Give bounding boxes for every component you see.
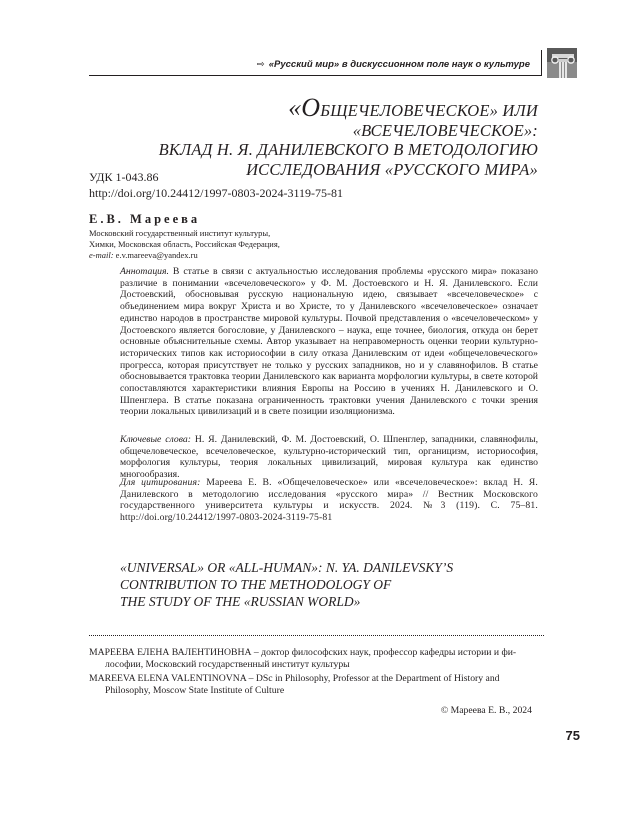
copyright: © Мареева Е. В., 2024 <box>440 705 532 716</box>
english-title-line-1: «UNIVERSAL» OR «ALL-HUMAN»: N. YA. DANILEVSKY’S <box>120 560 454 575</box>
keywords <box>120 434 538 481</box>
bio-ru-line-1 <box>89 647 537 659</box>
udk: УДК 1-043.86 <box>89 170 159 184</box>
header-rule-vertical <box>541 50 542 76</box>
bio-en-line-2: Philosophy, Moscow State Institute of Culture <box>105 685 285 697</box>
column-capital-logo-icon <box>547 48 577 78</box>
bio-ru-name: МАРЕЕВА ЕЛЕНА ВАЛЕНТИНОВНА <box>89 647 252 658</box>
author-email: e.v.mareeva@yandex.ru <box>115 250 198 260</box>
title-line-2: ВКЛАД Н. Я. ДАНИЛЕВСКОГО В МЕТОДОЛОГИЮ <box>158 140 538 159</box>
citation <box>120 477 538 524</box>
title-line-3: ИССЛЕДОВАНИЯ «РУССКОГО МИРА» <box>246 159 538 179</box>
affiliation-line-1: Московский государственный институт культуры, <box>89 228 271 238</box>
bio-en-line-1 <box>89 673 537 685</box>
author-bio-en <box>89 673 537 697</box>
citation-label: Для цитирования: <box>120 477 201 488</box>
arrow-icon: ⇨ <box>256 59 265 70</box>
abstract <box>120 266 538 418</box>
english-title <box>120 559 500 610</box>
author-bio-ru <box>89 647 537 671</box>
bio-en-name: MAREEVA ELENA VALENTINOVNA <box>89 673 247 684</box>
bio-en-text-1: – DSc in Philosophy, Professor at the Department of History and <box>246 673 500 684</box>
running-header <box>120 59 530 70</box>
author-name: Е.В. Мареева <box>89 212 201 226</box>
citation-text: Мареева Е. В. «Общечеловеческое» или «всечеловеческое»: вклад Н. Я. Данилевского в методологию исследования «русского мира» // Вестник Московского государственного университета культуры и искусств. 2024. №3 (119). С. 75–81. http://doi.org/10.24412/1997-0803-2024-3119-75-81 <box>120 477 538 524</box>
doi: http://doi.org/10.24412/1997-0803-2024-3119-75-81 <box>89 186 343 200</box>
keywords-text: Н. Я. Данилевский, Ф. М. Достоевский, О. Шпенглер, западники, славянофилы, общечеловеческое, всечеловеческое, культурно-исторический тип, органицизм, историософия, морфология культуры, теория локальных цивилизаций, мировая культура как единство многообразия. <box>120 434 539 481</box>
title-initial: «О <box>288 93 321 122</box>
english-title-line-2: CONTRIBUTION TO THE METHODOLOGY OF <box>120 577 392 592</box>
author-affiliation <box>89 228 280 261</box>
bio-ru-text-1: – доктор философских наук, профессор кафедры истории и фи- <box>251 647 517 658</box>
title-line-1 <box>120 93 538 140</box>
article-title <box>120 93 538 179</box>
affiliation-line-2: Химки, Московская область, Российская Федерация, <box>89 239 280 249</box>
author-email-line <box>89 250 280 261</box>
page-number: 75 <box>565 728 580 743</box>
header-rule <box>89 75 542 76</box>
abstract-label: Аннотация. <box>120 266 169 277</box>
dotted-separator <box>89 635 544 636</box>
email-label: e-mail: <box>89 250 114 260</box>
bio-ru-line-2: лософии, Московский государственный институт культуры <box>105 659 350 671</box>
title-line-1-rest: БЩЕЧЕЛОВЕЧЕСКОЕ» ИЛИ «ВСЕЧЕЛОВЕЧЕСКОЕ»: <box>320 101 538 140</box>
english-title-line-3: THE STUDY OF THE «RUSSIAN WORLD» <box>120 594 361 609</box>
keywords-label: Ключевые слова: <box>120 434 191 445</box>
abstract-text: В статье в связи с актуальностью исследования проблемы «русского мира» показано различие в понимании «всечеловеческого» у Ф. М. Достоевского и Н. Я. Данилевского. Если Достоевский, обосновывая русскую национальную идею, связывает «всечеловеческое» с объединением мира вокруг Христа и во Христе, то у Данилевского «всечеловеческое» означает единство народов в пространстве мировой культуры. Почвой представления о «всечеловеческом» у Достоевского является богословие, у Данилевского – наука, еще точнее, биология, откуда он берет основные объяснительные схемы. Автор указывает на неправомерность оценки теории культурно-исторических типов как историософии в силу отказа Данилевским от идеи «общечеловеческого» прогресса, которая присутствует не только у русских западников, но и у славянофилов. В статье обосновывается трактовка теории Данилевского как варианта морфологии культуры, в свете которой сопоставляются характеристики влияния Европы на Россию в учениях Н. Данилевского и О. Шпенглера. В статье показана ограниченность трактовки учения Данилевского с точки зрения теории локальных цивилизаций и в свете позиции изоляционизма. <box>120 266 538 418</box>
running-title: «Русский мир» в дискуссионном поле наук о культуре <box>268 59 530 70</box>
